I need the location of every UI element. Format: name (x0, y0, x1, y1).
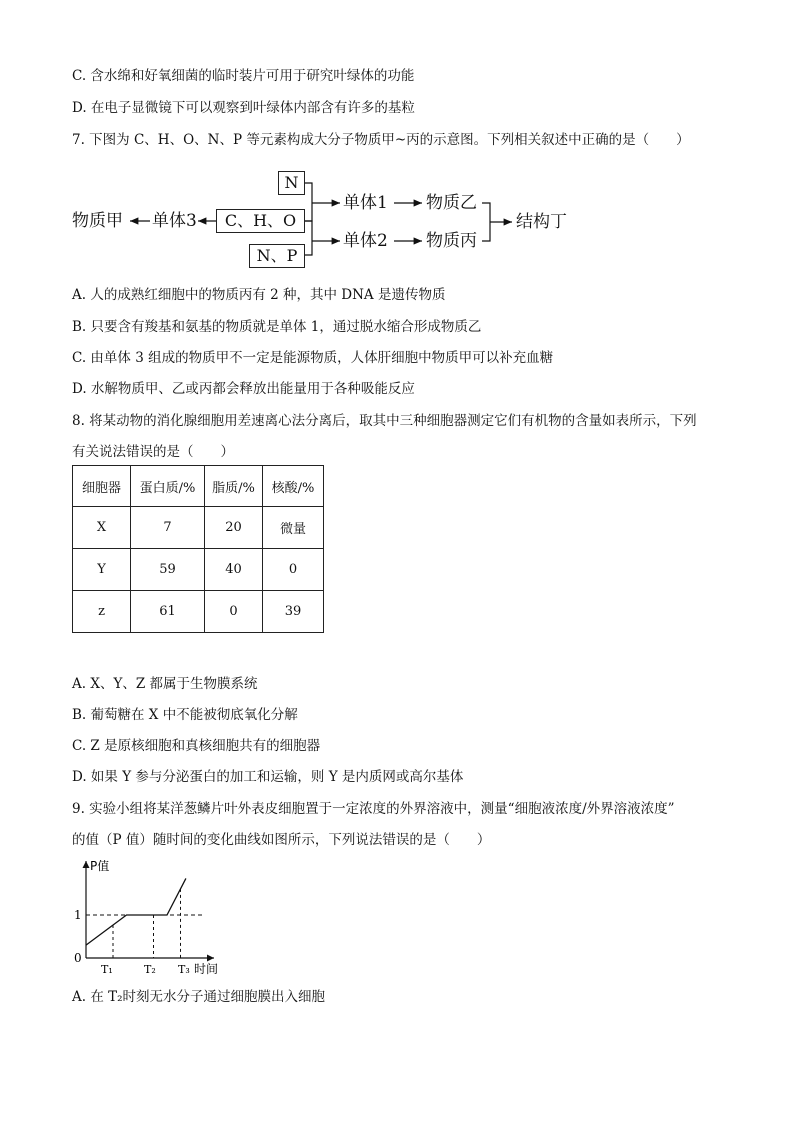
graph-y-label: P值 (90, 859, 110, 873)
q9-option-a: A. 在 T₂时刻无水分子通过细胞膜出入细胞 (72, 989, 326, 1005)
bracket-np (305, 241, 312, 255)
element-box-n: N (278, 171, 305, 195)
table-cell: 61 (131, 591, 205, 633)
table-cell: 0 (205, 591, 263, 633)
q7-option-a: A. 人的成熟红细胞中的物质丙有 2 种，其中 DNA 是遗传物质 (72, 287, 446, 303)
q8-stem-line1: 8. 将某动物的消化腺细胞用差速离心法分离后，取其中三种细胞器测定它们有机物的含量如表所示，下列 (72, 413, 697, 429)
table-cell: 39 (263, 591, 324, 633)
label-monomer-3: 单体3 (152, 211, 197, 231)
p-value-curve (86, 878, 186, 945)
y-tick-1: 1 (74, 908, 82, 922)
label-substance-yi: 物质乙 (426, 193, 477, 213)
label-substance-jia: 物质甲 (72, 211, 123, 231)
table-header: 核酸/% (263, 466, 324, 507)
table-header: 蛋白质/% (131, 466, 205, 507)
q6-option-c: C. 含水绵和好氧细菌的临时装片可用于研究叶绿体的功能 (72, 68, 415, 84)
bracket-bing (482, 222, 490, 241)
x-tick-t2: T₂ (144, 963, 156, 976)
q9-stem-line1: 9. 实验小组将某洋葱鳞片叶外表皮细胞置于一定浓度的外界溶液中，测量“细胞液浓度/外界溶液浓度” (72, 801, 675, 817)
organelle-table (72, 465, 324, 633)
label-monomer-2: 单体2 (343, 231, 388, 251)
diagram-arrows (72, 165, 592, 270)
element-box-np: N、P (249, 244, 305, 268)
q8-option-c: C. Z 是原核细胞和真核细胞共有的细胞器 (72, 738, 321, 754)
label-structure-ding: 结构丁 (516, 212, 567, 232)
graph-svg (72, 855, 242, 980)
table-cell: 40 (205, 549, 263, 591)
table-cell: 59 (131, 549, 205, 591)
q7-option-d: D. 水解物质甲、乙或丙都会释放出能量用于各种吸能反应 (72, 381, 415, 397)
q8-stem-line2: 有关说法错误的是（ ） (72, 444, 234, 460)
table-cell: z (73, 591, 131, 633)
table-header: 细胞器 (73, 466, 131, 507)
table-cell: 微量 (263, 507, 324, 549)
q8-option-b: B. 葡萄糖在 X 中不能被彻底氧化分解 (72, 707, 298, 723)
q9-stem-line2: 的值（P 值）随时间的变化曲线如图所示，下列说法错误的是（ ） (72, 832, 491, 848)
p-value-graph (72, 855, 242, 980)
table-cell: 7 (131, 507, 205, 549)
table-row (73, 507, 324, 549)
table-cell: X (73, 507, 131, 549)
x-tick-t1: T₁ (101, 963, 113, 976)
element-box-cho: C、H、O (216, 209, 305, 233)
graph-x-label: 时间 (194, 962, 219, 976)
q7-element-diagram (72, 165, 592, 270)
table-header-row (73, 466, 324, 507)
table-cell: 0 (263, 549, 324, 591)
table-cell: 20 (205, 507, 263, 549)
label-substance-bing: 物质丙 (426, 231, 477, 251)
y-tick-0: 0 (74, 951, 82, 965)
q8-option-d: D. 如果 Y 参与分泌蛋白的加工和运输，则 Y 是内质网或高尔基体 (72, 769, 464, 785)
bracket-cho-bottom (305, 221, 312, 241)
table-cell: Y (73, 549, 131, 591)
bracket-yi (482, 203, 490, 222)
bracket-cho-top (305, 203, 312, 221)
table-row (73, 591, 324, 633)
table-header: 脂质/% (205, 466, 263, 507)
x-tick-t3: T₃ (178, 963, 190, 976)
q6-option-d: D. 在电子显微镜下可以观察到叶绿体内部含有许多的基粒 (72, 100, 415, 116)
q7-stem: 7. 下图为 C、H、O、N、P 等元素构成大分子物质甲~丙的示意图。下列相关叙述中正确的是（ ） (72, 132, 690, 148)
table-row (73, 549, 324, 591)
q7-option-c: C. 由单体 3 组成的物质甲不一定是能源物质，人体肝细胞中物质甲可以补充血糖 (72, 350, 554, 366)
q7-option-b: B. 只要含有羧基和氨基的物质就是单体 1，通过脱水缩合形成物质乙 (72, 319, 482, 335)
label-monomer-1: 单体1 (343, 193, 388, 213)
bracket-n (305, 183, 312, 203)
q8-option-a: A. X、Y、Z 都属于生物膜系统 (72, 676, 258, 692)
